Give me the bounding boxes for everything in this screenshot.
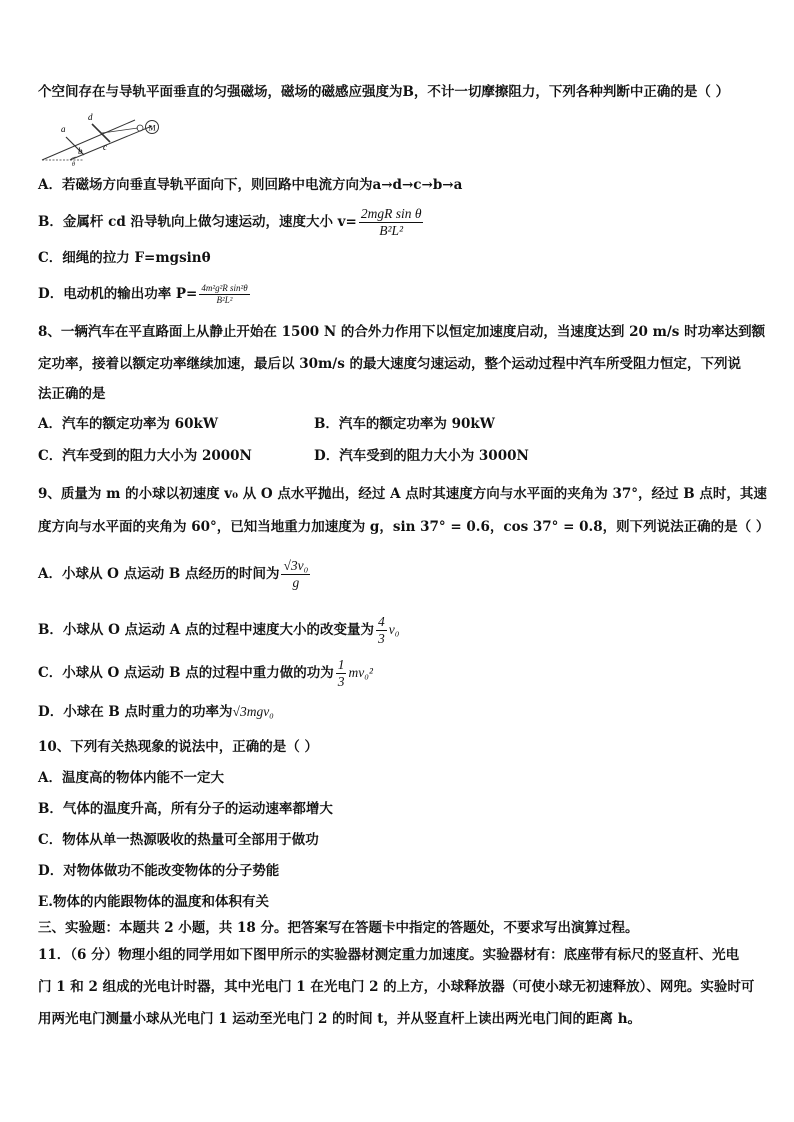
q7-b-fraction: $\frac{\text{2mgR sin θ}}{\text{B²L²}}$: [360, 206, 422, 238]
q7-option-d: D．电动机的输出功率 P= $\frac{\text{4m²g²R sin²θ}}{\text{B²L²}}$: [38, 283, 248, 305]
q8-option-a: A．汽车的额定功率为 60kW: [38, 416, 218, 432]
svg-text:c: c: [103, 142, 107, 152]
q8-line-3: 法正确的是: [38, 386, 106, 402]
motor-label: M: [148, 123, 156, 133]
section-3-heading: 三、实验题：本题共 2 小题，共 18 分。把答案写在答题卡中指定的答题处，不要求写出演算过程。: [38, 920, 639, 936]
q9-option-b: B．小球从 O 点运动 A 点的过程中速度大小的改变量为 $\frac{4}{3}$ v₀: [38, 614, 400, 646]
q11-line-2: 门 1 和 2 组成的光电计时器，其中光电门 1 在光电门 2 的上方，小球释放器（可使小球无初速释放）、网兜。实验时可: [38, 979, 755, 995]
q9-option-d: D．小球在 B 点时重力的功率为√3mgv₀: [38, 704, 274, 720]
q7-figure: [40, 110, 170, 168]
svg-text:d: d: [88, 112, 93, 122]
q8-option-b: B．汽车的额定功率为 90kW: [314, 416, 495, 432]
q7-option-a: A．若磁场方向垂直导轨平面向下，则回路中电流方向为a→d→c→b→a: [38, 177, 463, 193]
q11-line-3: 用两光电门测量小球从光电门 1 运动至光电门 2 的时间 t，并从竖直杆上读出两光电门间的距离 h。: [38, 1011, 642, 1027]
q8-line-2: 定功率，接着以额定功率继续加速，最后以 30m/s 的最大速度匀速运动，整个运动过程中汽车所受阻力恒定，下列说: [38, 356, 742, 372]
q7-stem: 个空间存在与导轨平面垂直的匀强磁场，磁场的磁感应强度为B，不计一切摩擦阻力，下列各种判断中正确的是（ ）: [38, 84, 730, 100]
q10-option-c: C．物体从单一热源吸收的热量可全部用于做功: [38, 832, 319, 848]
svg-text:θ: θ: [72, 162, 75, 168]
q11-line-1: 11．（6 分）物理小组的同学用如下图甲所示的实验器材测定重力加速度。实验器材有：底座带有标尺的竖直杆、光电: [38, 947, 740, 963]
svg-text:b: b: [78, 146, 83, 156]
q7-option-c: C．细绳的拉力 F=mgsinθ: [38, 250, 211, 266]
q10-option-a: A．温度高的物体内能不一定大: [38, 770, 224, 786]
q8-option-c: C．汽车受到的阻力大小为 2000N: [38, 448, 252, 464]
q10-option-e: E.物体的内能跟物体的温度和体积有关: [38, 894, 269, 910]
q9-c-fraction: $\frac{1}{3}$: [337, 657, 345, 689]
q8-option-d: D．汽车受到的阻力大小为 3000N: [314, 448, 529, 464]
q9-option-a: A．小球从 O 点运动 B 点经历的时间为 $\frac{\text{√3v₀}}{g}$: [38, 558, 309, 590]
q10-option-d: D．对物体做功不能改变物体的分子势能: [38, 863, 280, 879]
q9-line-2: 度方向与水平面的夹角为 60°，已知当地重力加速度为 g，sin 37° = 0.6，cos 37° = 0.8，则下列说法正确的是（ ）: [38, 519, 770, 535]
q9-line-1: 9、质量为 m 的小球以初速度 v₀ 从 O 点水平抛出，经过 A 点时其速度方向与水平面的夹角为 37°，经过 B 点时，其速: [38, 486, 767, 502]
q9-option-c: C．小球从 O 点运动 B 点的过程中重力做的功为 $\frac{1}{3}$ mv₀²: [38, 657, 373, 689]
q8-line-1: 8、一辆汽车在平直路面上从静止开始在 1500 N 的合外力作用下以恒定加速度启动，当速度达到 20 m/s 时功率达到额: [38, 324, 766, 340]
q7-d-fraction: $\frac{\text{4m²g²R sin²θ}}{\text{B²L²}}$: [201, 283, 248, 305]
q9-a-fraction: $\frac{\text{√3v₀}}{g}$: [283, 558, 309, 590]
q10-option-b: B．气体的温度升高，所有分子的运动速率都增大: [38, 801, 333, 817]
q9-b-fraction: $\frac{4}{3}$: [377, 614, 385, 646]
q10-stem: 10、下列有关热现象的说法中，正确的是（ ）: [38, 739, 318, 755]
q7-option-b: B．金属杆 cd 沿导轨向上做匀速运动，速度大小 v= $\frac{\text{2mgR sin θ}}{\text{B²L²}}$: [38, 206, 422, 238]
svg-text:a: a: [61, 124, 66, 134]
